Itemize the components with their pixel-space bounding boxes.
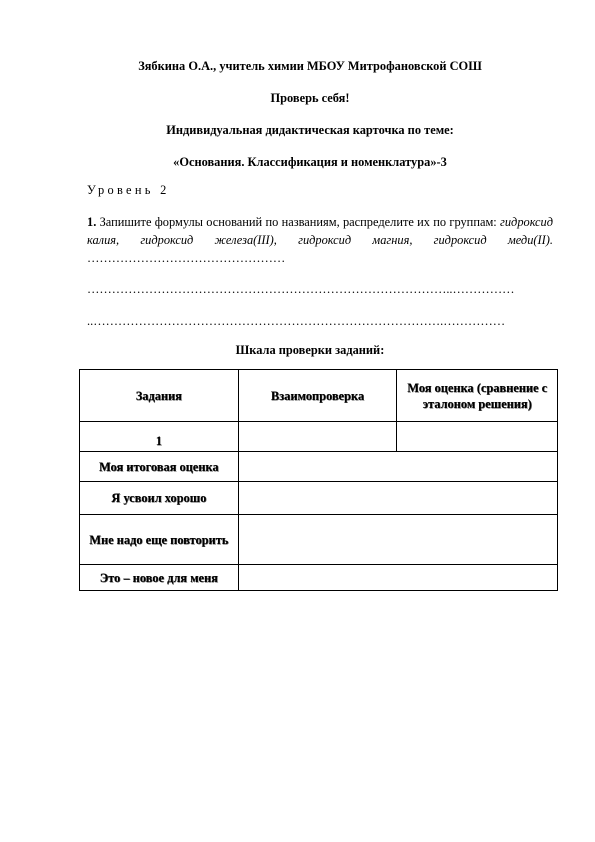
task-substances: гидроксид калия, гидроксид железа(III), гидроксид магния, гидроксид меди(II).: [87, 215, 553, 247]
table-row: [80, 452, 558, 482]
need-repeat-cell[interactable]: [238, 515, 557, 565]
answer-line-1: ……………………………………………………………………………..……………: [87, 282, 515, 296]
task-number: 1.: [87, 215, 97, 229]
check-heading: Проверь себя!: [270, 91, 350, 105]
table-row: [80, 422, 558, 452]
check-table: [79, 369, 558, 591]
table-header-row: [80, 370, 558, 422]
card-title: Индивидуальная дидактическая карточка по теме:: [166, 123, 454, 137]
self-grade-cell[interactable]: [397, 422, 558, 452]
table-title: Шкала проверки заданий:: [235, 343, 385, 357]
answer-line-2: ..………………………………………………………………………….……………: [87, 314, 506, 328]
learned-well-cell[interactable]: [238, 482, 557, 515]
header-tasks: Задания: [80, 370, 239, 422]
topic-title: «Основания. Классификация и номенклатура»-3: [173, 155, 447, 169]
header-self-grade: Моя оценка (сравнение с эталоном решения): [397, 370, 558, 422]
table-row: [80, 482, 558, 515]
learned-well-label: Я усвоил хорошо: [80, 482, 239, 515]
final-grade-cell[interactable]: [238, 452, 557, 482]
table-row: [80, 515, 558, 565]
need-repeat-label: Мне надо еще повторить: [80, 515, 239, 565]
new-for-me-cell[interactable]: [238, 565, 557, 591]
author-line: Зябкина О.А., учитель химии МБОУ Митрофановской СОШ: [138, 59, 482, 73]
task-1: [87, 213, 553, 267]
final-grade-label: Моя итоговая оценка: [80, 452, 239, 482]
task-text: Запишите формулы оснований по названиям, распределите их по группам:: [96, 215, 501, 229]
level-label: Уровень 2: [87, 183, 170, 197]
peer-check-cell[interactable]: [238, 422, 397, 452]
task-trail: …………………………………………: [87, 251, 286, 265]
header-peer-check: Взаимопроверка: [238, 370, 397, 422]
table-row: [80, 565, 558, 591]
new-for-me-label: Это – новое для меня: [80, 565, 239, 591]
task-number-cell: 1: [80, 422, 239, 452]
